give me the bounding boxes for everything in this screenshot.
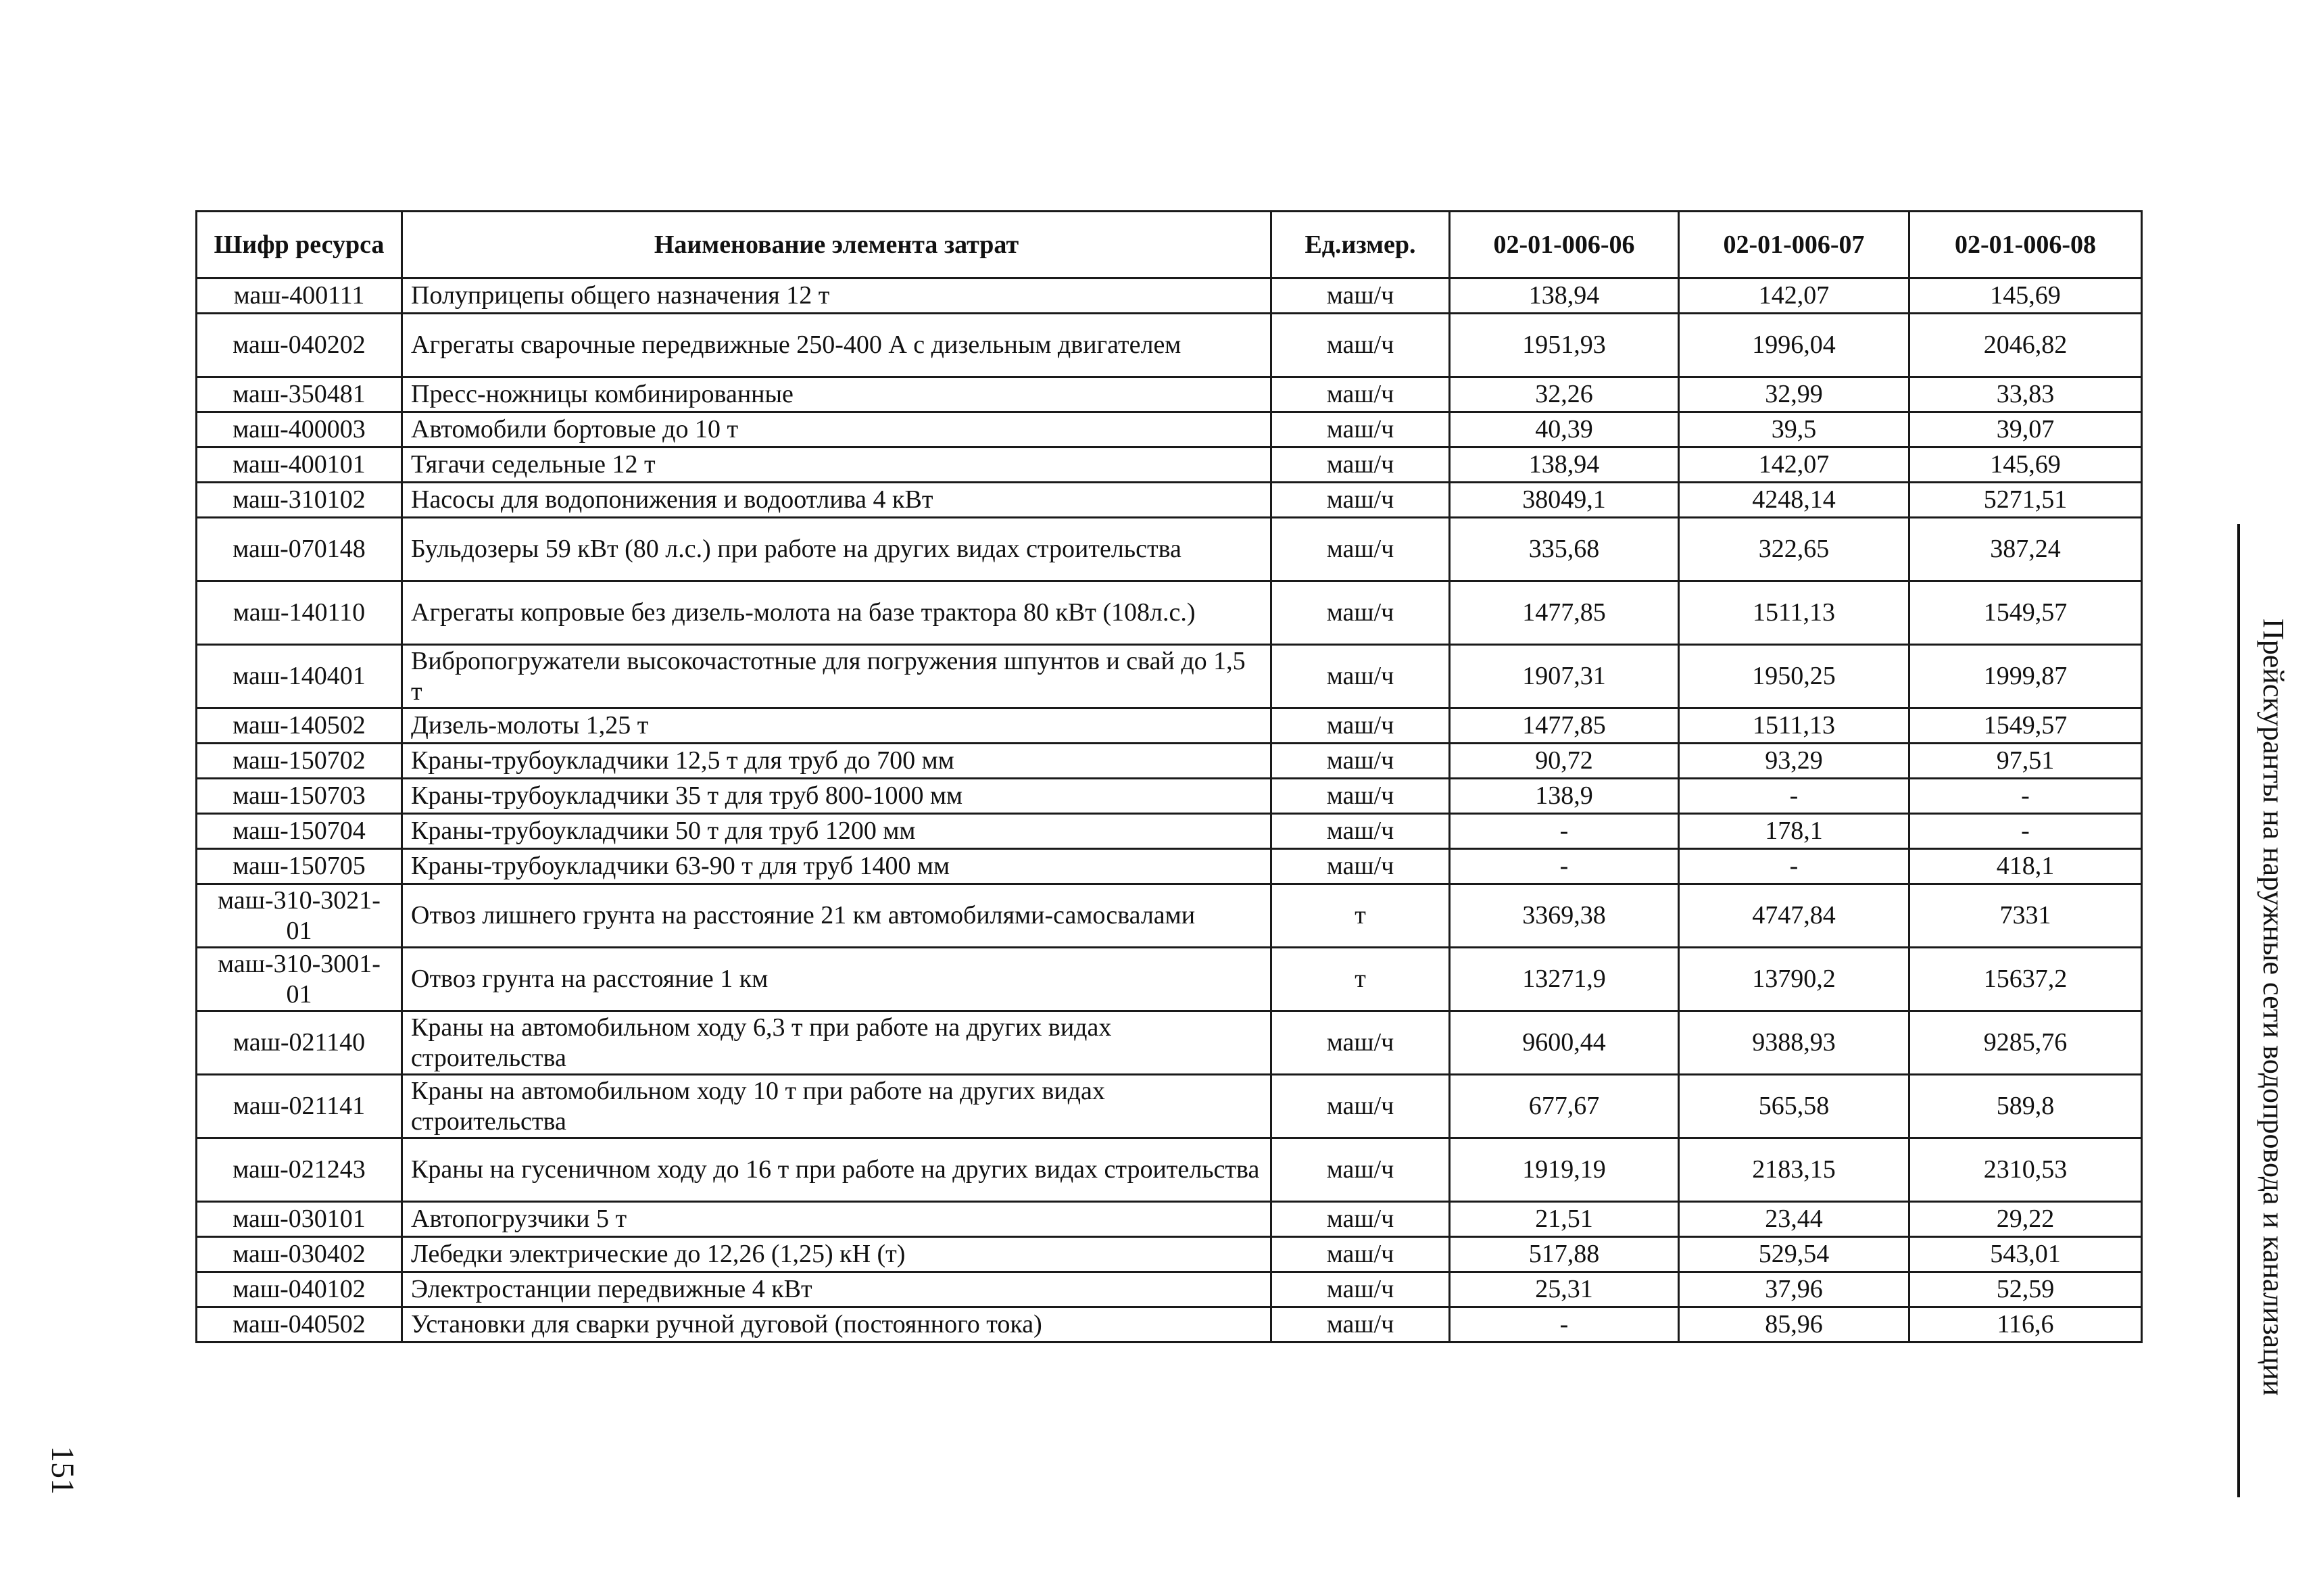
cell-value-02-01-006-07: 565,58 [1679, 1075, 1909, 1138]
table-row [197, 581, 2142, 645]
cell-value-02-01-006-08: 5271,51 [1909, 483, 2142, 518]
cell-value-02-01-006-08: 39,07 [1909, 412, 2142, 448]
cell-name: Насосы для водопонижения и водоотлива 4 кВт [402, 483, 1271, 518]
header-col-02-01-006-07: 02-01-006-07 [1679, 212, 1909, 279]
cell-value-02-01-006-06: 1919,19 [1450, 1138, 1679, 1202]
cell-value-02-01-006-08: 589,8 [1909, 1075, 2142, 1138]
cell-value-02-01-006-06: 40,39 [1450, 412, 1679, 448]
cell-name: Тягачи седельные 12 т [402, 448, 1271, 483]
cell-unit: маш/ч [1271, 744, 1450, 779]
cell-value-02-01-006-07: 13790,2 [1679, 948, 1909, 1011]
cell-code: маш-140502 [197, 708, 402, 744]
cell-code: маш-310-3001-01 [197, 948, 402, 1011]
cell-value-02-01-006-08: - [1909, 814, 2142, 849]
table-row [197, 314, 2142, 377]
cell-name: Краны-трубоукладчики 35 т для труб 800-1000 мм [402, 779, 1271, 814]
cell-value-02-01-006-07: 93,29 [1679, 744, 1909, 779]
cell-name: Краны-трубоукладчики 50 т для труб 1200 мм [402, 814, 1271, 849]
cell-value-02-01-006-06: 677,67 [1450, 1075, 1679, 1138]
header-unit: Ед.измер. [1271, 212, 1450, 279]
cell-value-02-01-006-08: 29,22 [1909, 1202, 2142, 1237]
cell-value-02-01-006-06: 138,94 [1450, 448, 1679, 483]
cell-name: Агрегаты копровые без дизель-молота на базе трактора 80 кВт (108л.с.) [402, 581, 1271, 645]
cell-value-02-01-006-06: 138,9 [1450, 779, 1679, 814]
cell-name: Краны на автомобильном ходу 10 т при работе на других видах строительства [402, 1075, 1271, 1138]
running-title: Прейскуранты на наружные сети водопровода и канализации [2257, 619, 2290, 1396]
cell-code: маш-040102 [197, 1272, 402, 1307]
cell-unit: маш/ч [1271, 1272, 1450, 1307]
cell-value-02-01-006-07: 85,96 [1679, 1307, 1909, 1343]
table-header [197, 212, 2142, 279]
cell-unit: маш/ч [1271, 377, 1450, 412]
cell-value-02-01-006-06: 1477,85 [1450, 708, 1679, 744]
cell-value-02-01-006-07: - [1679, 779, 1909, 814]
cell-unit: маш/ч [1271, 645, 1450, 708]
cell-value-02-01-006-06: 13271,9 [1450, 948, 1679, 1011]
header-code: Шифр ресурса [197, 212, 402, 279]
cell-unit: маш/ч [1271, 581, 1450, 645]
cell-value-02-01-006-08: 97,51 [1909, 744, 2142, 779]
cell-value-02-01-006-06: - [1450, 1307, 1679, 1343]
table-row [197, 708, 2142, 744]
cell-unit: маш/ч [1271, 708, 1450, 744]
header-col-02-01-006-06: 02-01-006-06 [1450, 212, 1679, 279]
table-row [197, 884, 2142, 948]
cell-code: маш-400101 [197, 448, 402, 483]
cell-code: маш-021243 [197, 1138, 402, 1202]
cell-unit: маш/ч [1271, 1307, 1450, 1343]
table-row [197, 1202, 2142, 1237]
cell-name: Вибропогружатели высокочастотные для погружения шпунтов и свай до 1,5 т [402, 645, 1271, 708]
table-row [197, 1011, 2142, 1075]
cell-name: Агрегаты сварочные передвижные 250-400 А с дизельным двигателем [402, 314, 1271, 377]
cell-name: Установки для сварки ручной дуговой (постоянного тока) [402, 1307, 1271, 1343]
cell-name: Отвоз грунта на расстояние 1 км [402, 948, 1271, 1011]
cell-name: Пресс-ножницы комбинированные [402, 377, 1271, 412]
cell-value-02-01-006-08: 145,69 [1909, 279, 2142, 314]
cell-value-02-01-006-07: - [1679, 849, 1909, 884]
table-row [197, 483, 2142, 518]
cell-code: маш-150705 [197, 849, 402, 884]
header-name: Наименование элемента затрат [402, 212, 1271, 279]
cell-unit: маш/ч [1271, 1075, 1450, 1138]
cell-value-02-01-006-08: 9285,76 [1909, 1011, 2142, 1075]
cell-value-02-01-006-07: 2183,15 [1679, 1138, 1909, 1202]
cell-value-02-01-006-07: 23,44 [1679, 1202, 1909, 1237]
cell-name: Автомобили бортовые до 10 т [402, 412, 1271, 448]
cell-value-02-01-006-07: 529,54 [1679, 1237, 1909, 1272]
table-row [197, 279, 2142, 314]
cell-code: маш-030402 [197, 1237, 402, 1272]
cell-code: маш-150702 [197, 744, 402, 779]
table-row [197, 448, 2142, 483]
cell-value-02-01-006-08: 387,24 [1909, 518, 2142, 581]
cell-code: маш-040502 [197, 1307, 402, 1343]
cell-code: маш-350481 [197, 377, 402, 412]
header-row [197, 212, 2142, 279]
cell-value-02-01-006-07: 32,99 [1679, 377, 1909, 412]
cell-value-02-01-006-07: 9388,93 [1679, 1011, 1909, 1075]
cell-unit: маш/ч [1271, 779, 1450, 814]
cell-code: маш-140110 [197, 581, 402, 645]
cell-name: Дизель-молоты 1,25 т [402, 708, 1271, 744]
cell-value-02-01-006-07: 322,65 [1679, 518, 1909, 581]
table-row [197, 377, 2142, 412]
cell-value-02-01-006-06: 90,72 [1450, 744, 1679, 779]
cell-code: маш-140401 [197, 645, 402, 708]
cell-value-02-01-006-08: 1999,87 [1909, 645, 2142, 708]
cell-value-02-01-006-06: 1951,93 [1450, 314, 1679, 377]
cell-unit: маш/ч [1271, 849, 1450, 884]
cell-code: маш-070148 [197, 518, 402, 581]
table-row [197, 1075, 2142, 1138]
cell-value-02-01-006-06: 3369,38 [1450, 884, 1679, 948]
cell-value-02-01-006-07: 1511,13 [1679, 581, 1909, 645]
cell-name: Краны на гусеничном ходу до 16 т при работе на других видах строительства [402, 1138, 1271, 1202]
table-row [197, 1138, 2142, 1202]
cell-value-02-01-006-07: 142,07 [1679, 279, 1909, 314]
cell-name: Полуприцепы общего назначения 12 т [402, 279, 1271, 314]
cell-value-02-01-006-07: 1996,04 [1679, 314, 1909, 377]
cell-value-02-01-006-06: 138,94 [1450, 279, 1679, 314]
cost-table [195, 210, 2143, 1343]
cell-unit: маш/ч [1271, 448, 1450, 483]
cell-value-02-01-006-06: 1477,85 [1450, 581, 1679, 645]
cell-value-02-01-006-06: 517,88 [1450, 1237, 1679, 1272]
cell-value-02-01-006-08: 52,59 [1909, 1272, 2142, 1307]
table-row [197, 814, 2142, 849]
sidebar-rule [2237, 524, 2240, 1497]
cell-value-02-01-006-08: 543,01 [1909, 1237, 2142, 1272]
cell-value-02-01-006-08: 7331 [1909, 884, 2142, 948]
table-body [197, 279, 2142, 1343]
table-row [197, 412, 2142, 448]
cell-value-02-01-006-07: 37,96 [1679, 1272, 1909, 1307]
cell-value-02-01-006-08: 1549,57 [1909, 708, 2142, 744]
cell-unit: маш/ч [1271, 314, 1450, 377]
table-row [197, 518, 2142, 581]
cell-unit: маш/ч [1271, 1011, 1450, 1075]
table-row [197, 1307, 2142, 1343]
cell-name: Краны-трубоукладчики 12,5 т для труб до 700 мм [402, 744, 1271, 779]
cell-value-02-01-006-08: 2046,82 [1909, 314, 2142, 377]
cell-unit: маш/ч [1271, 518, 1450, 581]
cell-code: маш-040202 [197, 314, 402, 377]
cell-value-02-01-006-08: 418,1 [1909, 849, 2142, 884]
cell-unit: т [1271, 884, 1450, 948]
cell-unit: маш/ч [1271, 1138, 1450, 1202]
cell-value-02-01-006-07: 4248,14 [1679, 483, 1909, 518]
cell-name: Электростанции передвижные 4 кВт [402, 1272, 1271, 1307]
cell-code: маш-310-3021-01 [197, 884, 402, 948]
cell-name: Бульдозеры 59 кВт (80 л.с.) при работе на других видах строительства [402, 518, 1271, 581]
cell-code: маш-021140 [197, 1011, 402, 1075]
cell-unit: маш/ч [1271, 1202, 1450, 1237]
cell-name: Автопогрузчики 5 т [402, 1202, 1271, 1237]
cell-value-02-01-006-07: 178,1 [1679, 814, 1909, 849]
cell-name: Отвоз лишнего грунта на расстояние 21 км автомобилями-самосвалами [402, 884, 1271, 948]
cell-code: маш-150704 [197, 814, 402, 849]
cell-unit: маш/ч [1271, 814, 1450, 849]
table-row [197, 1272, 2142, 1307]
cell-name: Краны на автомобильном ходу 6,3 т при работе на других видах строительства [402, 1011, 1271, 1075]
cell-code: маш-310102 [197, 483, 402, 518]
cell-code: маш-400003 [197, 412, 402, 448]
page-number: 151 [45, 1446, 80, 1495]
table-row [197, 779, 2142, 814]
header-col-02-01-006-08: 02-01-006-08 [1909, 212, 2142, 279]
cell-name: Лебедки электрические до 12,26 (1,25) кН (т) [402, 1237, 1271, 1272]
cell-unit: т [1271, 948, 1450, 1011]
cell-value-02-01-006-08: 1549,57 [1909, 581, 2142, 645]
cell-value-02-01-006-06: 335,68 [1450, 518, 1679, 581]
cell-code: маш-400111 [197, 279, 402, 314]
cell-value-02-01-006-07: 1950,25 [1679, 645, 1909, 708]
cell-value-02-01-006-08: - [1909, 779, 2142, 814]
table-row [197, 948, 2142, 1011]
table-row [197, 849, 2142, 884]
table-row [197, 645, 2142, 708]
cell-value-02-01-006-06: 38049,1 [1450, 483, 1679, 518]
cell-value-02-01-006-06: 1907,31 [1450, 645, 1679, 708]
cell-value-02-01-006-07: 4747,84 [1679, 884, 1909, 948]
cell-value-02-01-006-07: 142,07 [1679, 448, 1909, 483]
cell-unit: маш/ч [1271, 279, 1450, 314]
cell-value-02-01-006-06: 21,51 [1450, 1202, 1679, 1237]
cell-value-02-01-006-08: 145,69 [1909, 448, 2142, 483]
cell-value-02-01-006-07: 39,5 [1679, 412, 1909, 448]
cell-value-02-01-006-06: 32,26 [1450, 377, 1679, 412]
cell-code: маш-021141 [197, 1075, 402, 1138]
cell-unit: маш/ч [1271, 412, 1450, 448]
table-row [197, 744, 2142, 779]
cell-unit: маш/ч [1271, 1237, 1450, 1272]
cell-value-02-01-006-06: 9600,44 [1450, 1011, 1679, 1075]
table-row [197, 1237, 2142, 1272]
cell-value-02-01-006-08: 116,6 [1909, 1307, 2142, 1343]
cell-value-02-01-006-08: 33,83 [1909, 377, 2142, 412]
cell-value-02-01-006-08: 15637,2 [1909, 948, 2142, 1011]
cell-value-02-01-006-06: - [1450, 814, 1679, 849]
cell-name: Краны-трубоукладчики 63-90 т для труб 1400 мм [402, 849, 1271, 884]
cell-value-02-01-006-07: 1511,13 [1679, 708, 1909, 744]
cell-code: маш-150703 [197, 779, 402, 814]
cell-code: маш-030101 [197, 1202, 402, 1237]
cell-value-02-01-006-08: 2310,53 [1909, 1138, 2142, 1202]
cell-value-02-01-006-06: 25,31 [1450, 1272, 1679, 1307]
cell-unit: маш/ч [1271, 483, 1450, 518]
cell-value-02-01-006-06: - [1450, 849, 1679, 884]
